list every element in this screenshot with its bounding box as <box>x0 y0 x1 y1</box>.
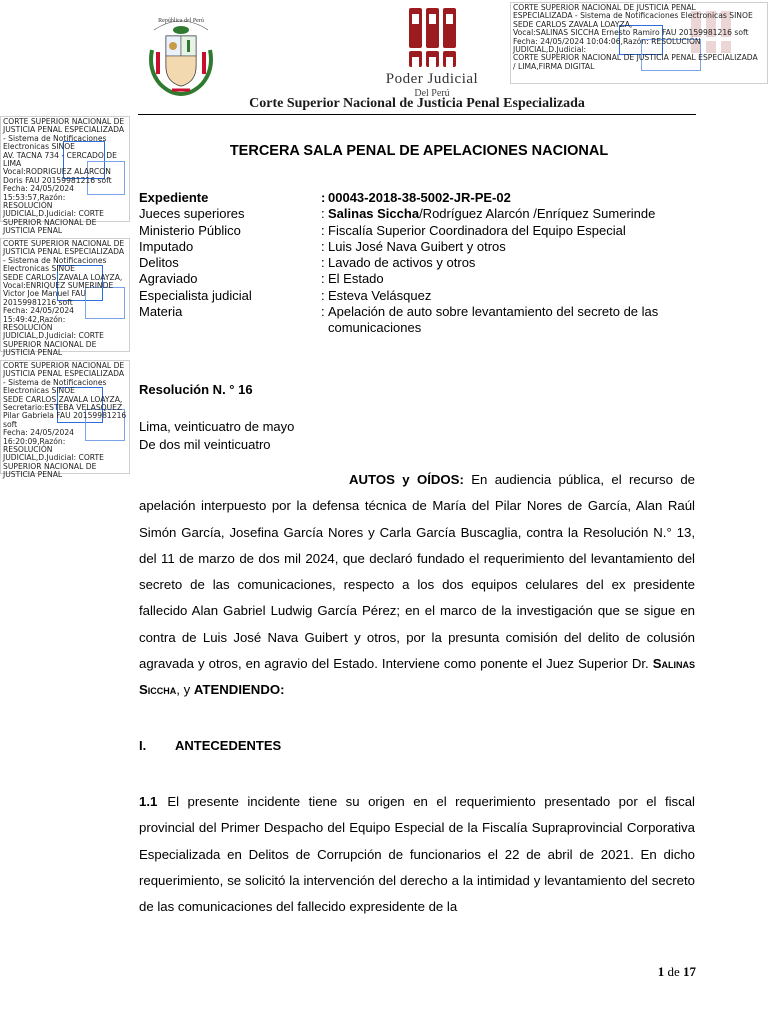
signature-line: RESOLUCIÓN <box>3 323 53 333</box>
signature-line: JUSTICIA PENAL ESPECIALIZADA <box>3 369 125 379</box>
signature-line: JUDICIAL,D.Judicial: CORTE <box>3 331 104 341</box>
paragraph-text: El presente incidente tiene su origen en el requerimiento presentado por el fiscal provincial del Primer Despacho del Equipo Especial de la Fiscalía Supraprovincial Corporativa Especializada en Delitos de Corrupción de funcionarios el 22 de abril de 2021. En dicho requerimiento, se solicitó la intervención del derecho a la intimidad y levantamiento del secreto de las comunicaciones del fallecido expresidente de la <box>139 794 695 915</box>
signature-line: Electronicas SINOE <box>3 264 75 274</box>
signature-line: Pilar Gabriela FAU 20159981216 <box>3 411 127 421</box>
signature-line: JUSTICIA PENAL ESPECIALIZADA <box>3 247 125 257</box>
meta-key: Especialista judicial <box>139 287 252 303</box>
signature-line: JUSTICIA PENAL <box>3 348 63 358</box>
meta-row-delitos: Delitos : Lavado de activos y otros <box>139 255 476 271</box>
institution-name: Poder Judicial <box>385 71 479 87</box>
section-title: ANTECEDENTES <box>175 738 282 753</box>
signature-line: Fecha: 24/05/2024 15:53:57,Razón: <box>3 184 77 202</box>
page-of: de <box>667 964 680 979</box>
poder-judicial-mark-lower-icon <box>378 51 486 67</box>
meta-row-expediente: Expediente : 00043-2018-38-5002-JR-PE-02 <box>139 190 511 205</box>
meta-value: Lavado de activos y otros <box>328 255 476 271</box>
meta-row-imputado: Imputado : Luis José Nava Guibert y otros <box>139 238 506 254</box>
signature-line: SEDE CARLOS ZAVALA LOAYZA, <box>3 394 123 404</box>
court-name: Corte Superior Nacional de Justicia Penal Especializada <box>249 96 585 111</box>
signature-line: Fecha: 24/05/2024 10:04:06,Razón: RESOLUCIÓN JUDICIAL,D.Judicial: <box>513 36 704 55</box>
institution-subtitle: Del Perú <box>414 88 450 99</box>
signature-line: CORTE SUPERIOR NACIONAL DE <box>3 117 125 126</box>
meta-row-ministerio: Ministerio Público : Fiscalía Superior Coordinadora del Equipo Especial <box>139 222 626 238</box>
page-number <box>658 964 696 980</box>
paragraph-autos <box>139 467 695 704</box>
signature-line: Doris FAU 20159981216 soft <box>3 175 112 185</box>
meta-row-materia: Materia : Apelación de auto sobre levantamiento del secreto de las comunicaciones <box>139 304 699 337</box>
paragraph-lead: AUTOS y OÍDOS: <box>349 472 464 487</box>
signature-line: LIMA <box>3 159 22 169</box>
signature-line: 20159981216 soft <box>3 297 73 307</box>
page-current: 1 <box>657 964 665 979</box>
signature-line: Vocal:ENRIQUEZ SUMERINDE <box>3 281 114 291</box>
paragraph-end: ATENDIENDO: <box>193 682 285 698</box>
signature-line: Vocal:SALINAS SICCHA Ernesto Ramiro FAU 20159981216 soft <box>513 28 749 38</box>
header-divider <box>138 114 696 115</box>
signature-line: Victor Joe Manuel FAU <box>3 289 86 299</box>
poder-judicial-mark-icon <box>378 8 486 48</box>
meta-key: Agraviado <box>139 271 198 287</box>
paragraph-text: En audiencia pública, el recurso de apelación interpuesto por la defensa técnica de María del Pilar Nores de García, Alan Raúl Simón García, Josefina García Nores y Carla García Buscaglia, contra la Resolución N.° 13, del 11 de marzo de dos mil 2024, que declaró fundado el requerimiento del levantamiento del secreto de las comunicaciones, respecto a los dos equipos celulares del ex presidente fallecido Alan Gabriel Ludwig García Pérez; en el marco de la investigación que se sigue en contra de Luis José Nava Guibert y otros, por la presunta comisión del delito de colusión agravada y otros, en agravio del Estado. Interviene como ponente el Juez Superior Dr. <box>139 472 695 672</box>
signature-line: RESOLUCIÓN <box>3 445 53 455</box>
signature-line: / LIMA,FIRMA DIGITAL <box>513 61 595 71</box>
judge-name: Salinas Siccha <box>139 656 695 698</box>
signature-line: CORTE SUPERIOR NACIONAL DE <box>3 361 125 370</box>
meta-key: Expediente <box>139 190 209 205</box>
signature-line: - Sistema de Notificaciones <box>3 377 107 387</box>
signature-line: Fecha: 24/05/2024 16:20:09,Razón: <box>3 428 77 446</box>
meta-row-especialista: Especialista judicial : Esteva Velásquez <box>139 287 432 303</box>
meta-value: /Rodríguez Alarcón /Enríquez Sumerinde <box>419 206 656 222</box>
shield-caption: República del Perú <box>158 18 204 24</box>
signature-line: SUPERIOR NACIONAL DE <box>3 217 97 227</box>
digital-signature-left-3 <box>0 360 130 480</box>
signature-line: JUDICIAL,D.Judicial: CORTE <box>3 453 104 463</box>
meta-key: Jueces superiores <box>139 206 245 222</box>
signature-line: ESPECIALIZADA - Sistema de Notificaciones Electronicas SINOE <box>513 11 753 21</box>
signature-line: JUSTICIA PENAL <box>3 226 63 236</box>
meta-value-bold: Salinas Siccha <box>328 206 420 222</box>
section-heading <box>139 738 281 753</box>
meta-key: Ministerio Público <box>139 222 241 238</box>
resolution-number: Resolución N. ° 16 <box>139 382 253 397</box>
meta-value: Luis José Nava Guibert y otros <box>328 238 506 254</box>
signature-line: Vocal:RODRIGUEZ ALARCON <box>3 167 111 177</box>
meta-value: Esteva Velásquez <box>328 287 432 303</box>
digital-signature-left-2 <box>0 238 130 358</box>
paragraph-text: , y <box>176 682 194 698</box>
signature-line: JUSTICIA PENAL ESPECIALIZADA <box>3 125 125 135</box>
meta-key: Materia <box>139 304 183 320</box>
poder-judicial-logo <box>378 6 486 98</box>
signature-line: SEDE CARLOS ZAVALA LOAYZA, <box>3 272 123 282</box>
signature-line: CORTE SUPERIOR NACIONAL DE JUSTICIA PENAL ESPECIALIZADA <box>513 53 758 63</box>
meta-key: Imputado <box>139 238 194 254</box>
paragraph-1-1 <box>139 789 695 920</box>
signature-line: AV. TACNA 734 - CERCADO DE <box>3 150 117 160</box>
case-metadata <box>139 190 699 337</box>
digital-signature-left-1 <box>0 116 130 236</box>
signature-line: soft <box>3 419 18 429</box>
signature-line: CORTE SUPERIOR NACIONAL DE <box>3 239 125 248</box>
place-date-line: Lima, veinticuatro de mayo <box>139 419 295 434</box>
signature-line: CORTE SUPERIOR NACIONAL DE JUSTICIA PENAL <box>513 3 696 12</box>
digital-signature-top <box>510 2 768 84</box>
meta-value: El Estado <box>328 271 384 287</box>
signature-line: SUPERIOR NACIONAL DE <box>3 339 97 349</box>
place-date <box>139 418 294 454</box>
meta-row-jueces: Jueces superiores : Salinas Siccha/Rodríguez Alarcón /Enríquez Sumerinde <box>139 206 656 222</box>
signature-line: RESOLUCIÓN <box>3 201 53 211</box>
signature-line: JUDICIAL,D.Judicial: CORTE <box>3 209 104 219</box>
signature-line: Fecha: 24/05/2024 15:49:42,Razón: <box>3 306 77 324</box>
meta-value: Fiscalía Superior Coordinadora del Equipo Especial <box>328 222 626 238</box>
meta-value: Apelación de auto sobre levantamiento del secreto de las comunicaciones <box>328 304 659 336</box>
meta-key: Delitos <box>139 255 179 271</box>
signature-line: Secretario:ESTEBA VELASQUEZ <box>3 403 123 413</box>
section-number: I. <box>139 738 147 753</box>
signature-line: - Sistema de Notificaciones <box>3 255 107 265</box>
page-total: 17 <box>683 964 696 979</box>
signature-line: SEDE CARLOS ZAVALA LOAYZA, <box>513 19 633 29</box>
signature-line: SUPERIOR NACIONAL DE <box>3 461 97 471</box>
signature-line: JUSTICIA PENAL <box>3 470 63 480</box>
document-title: TERCERA SALA PENAL DE APELACIONES NACIONAL <box>229 143 609 159</box>
meta-row-agraviado: Agraviado : El Estado <box>139 271 384 287</box>
place-date-line: De dos mil veinticuatro <box>139 437 271 452</box>
signature-line: Electronicas SINOE <box>3 386 75 396</box>
peru-coat-of-arms <box>146 10 216 96</box>
signature-line: Electronicas SINOE <box>3 142 75 152</box>
signature-line: - Sistema de Notificaciones <box>3 133 107 143</box>
paragraph-number: 1.1 <box>139 794 158 809</box>
meta-value: 00043-2018-38-5002-JR-PE-02 <box>328 190 511 205</box>
